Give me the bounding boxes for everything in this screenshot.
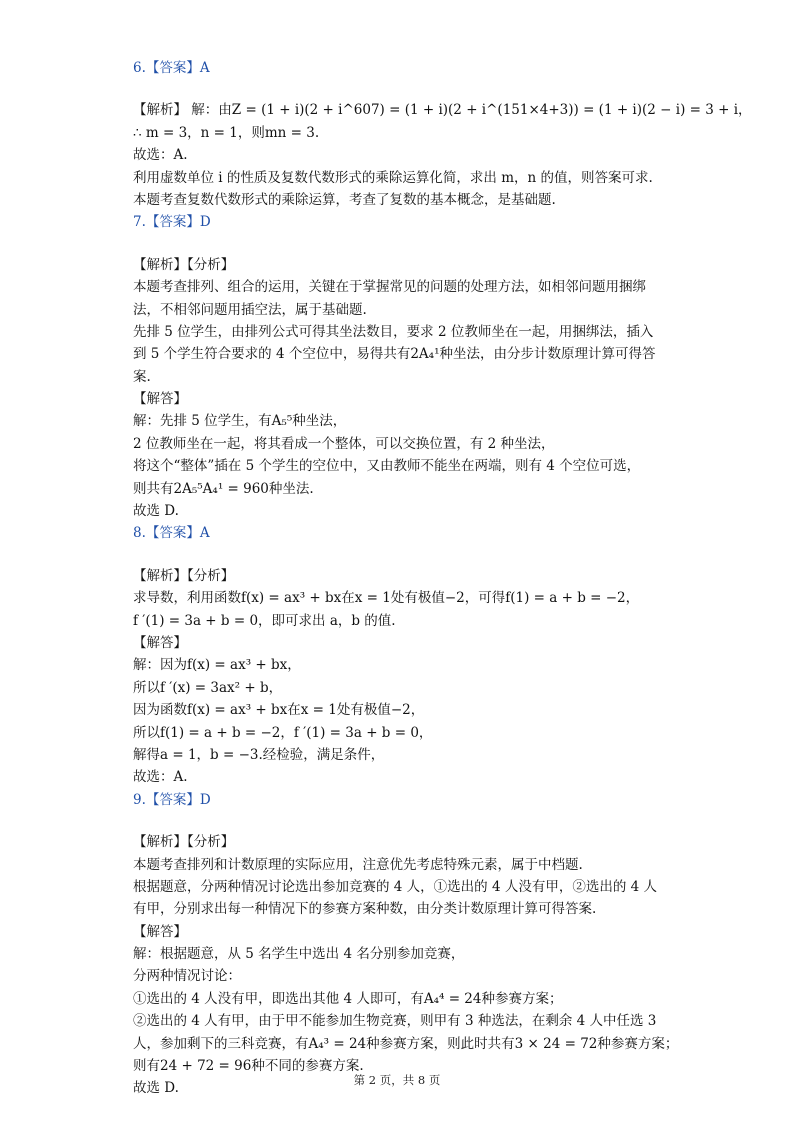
text-line: 利用虚数单位 i 的性质及复数代数形式的乘除运算化简，求出 m，n 的值，则答案可求. <box>133 169 653 186</box>
answer-heading: 8.【答案】A <box>133 525 210 542</box>
text-line: 案. <box>133 368 151 385</box>
text-line: 所以f(1) = a + b = −2，f ′(1) = 3a + b = 0， <box>133 724 433 741</box>
text-line: 解得a = 1，b = −3.经检验，满足条件， <box>133 746 385 763</box>
blank-line <box>133 545 673 565</box>
text-line: 解：因为f(x) = ax³ + bx， <box>133 657 301 674</box>
text-line: 有甲，分别求出每一种情况下的参赛方案种数，由分类计数原理计算可得答案. <box>133 901 597 918</box>
text-line: 故选 D. <box>133 1080 179 1097</box>
text-line: 2 位教师坐在一起，将其看成一个整体，可以交换位置，有 2 种坐法， <box>133 435 555 452</box>
text-line: 本题考查排列、组合的运用，关键在于掌握常见的问题的处理方法，如相邻问题用捆绑 <box>133 279 646 296</box>
solution-content <box>133 57 752 1100</box>
text-line: 分两种情况讨论： <box>133 968 241 985</box>
answer-heading: 9.【答案】D <box>133 791 211 808</box>
text-line: 【解析】 解：由Z = (1 + i)(2 + i^607) = (1 + i)(2 + i^(151×4+3)) = (1 + i)(2 − i) = 3 + i， <box>133 102 752 119</box>
answer-heading: 6.【答案】A <box>133 60 210 76</box>
text-line: f ′(1) = 3a + b = 0，即可求出 a，b 的值. <box>133 612 396 629</box>
text-line: 人，参加剩下的三科竞赛，有A₄³ = 24种参赛方案，则此时共有3 × 24 = 72种参赛方案； <box>133 1035 679 1052</box>
text-line: 本题考查排列和计数原理的实际应用，注意优先考虑特殊元素，属于中档题. <box>133 856 583 873</box>
blank-line <box>133 811 673 831</box>
text-line: 故选 D. <box>133 503 179 520</box>
text-line: 求导数，利用函数f(x) = ax³ + bx在x = 1处有极值−2，可得f(1) = a + b = −2， <box>133 590 640 607</box>
text-line: 【解答】 <box>133 391 187 408</box>
blank-line <box>133 234 673 254</box>
text-line: 本题考查复数代数形式的乘除运算，考查了复数的基本概念，是基础题. <box>133 191 556 208</box>
answer-heading: 7.【答案】D <box>133 214 211 231</box>
text-line: 到 5 个学生符合要求的 4 个空位中，易得共有2A₄¹种坐法，由分步计数原理计算可得答 <box>133 346 656 363</box>
text-line: 【解析】【分析】 <box>133 256 235 273</box>
text-line: 先排 5 位学生，由排列公式可得其坐法数目，要求 2 位教师坐在一起，用捆绑法，插入 <box>133 323 654 340</box>
text-line: 【解答】 <box>133 634 187 651</box>
text-line: 根据题意，分两种情况讨论选出参加竞赛的 4 人，①选出的 4 人没有甲，②选出的 4 人 <box>133 878 658 895</box>
text-line: 将这个“整体”插在 5 个学生的空位中，又由教师不能坐在两端，则有 4 个空位可选， <box>133 458 641 475</box>
text-line: 故选：A. <box>133 147 188 164</box>
text-line: 解：根据题意，从 5 名学生中选出 4 名分别参加竞赛， <box>133 946 465 963</box>
blank-line <box>133 79 673 99</box>
text-line: 则共有2A₅⁵A₄¹ = 960种坐法. <box>133 480 314 497</box>
text-line: ②选出的 4 人有甲，由于甲不能参加生物竞赛，则甲有 3 种选法，在剩余 4 人中任选 3 <box>133 1013 657 1030</box>
text-line: 【解析】【分析】 <box>133 567 235 584</box>
text-line: 法，不相邻问题用插空法，属于基础题. <box>133 301 367 318</box>
text-line: 【解析】【分析】 <box>133 834 235 851</box>
text-line: ①选出的 4 人没有甲，即选出其他 4 人即可，有A₄⁴ = 24种参赛方案； <box>133 990 563 1007</box>
text-line: 所以f ′(x) = 3ax² + b， <box>133 679 283 696</box>
text-line: 因为函数f(x) = ax³ + bx在x = 1处有极值−2， <box>133 702 425 719</box>
text-line: 解：先排 5 位学生，有A₅⁵种坐法， <box>133 413 347 430</box>
text-line: 则有24 + 72 = 96种不同的参赛方案. <box>133 1058 364 1075</box>
text-line: 【解答】 <box>133 923 187 940</box>
page-footer: 第 2 页，共 8 页 <box>353 1073 441 1087</box>
text-line: ∴ m = 3，n = 1，则mn = 3. <box>133 124 320 141</box>
text-line: 故选：A. <box>133 769 188 786</box>
